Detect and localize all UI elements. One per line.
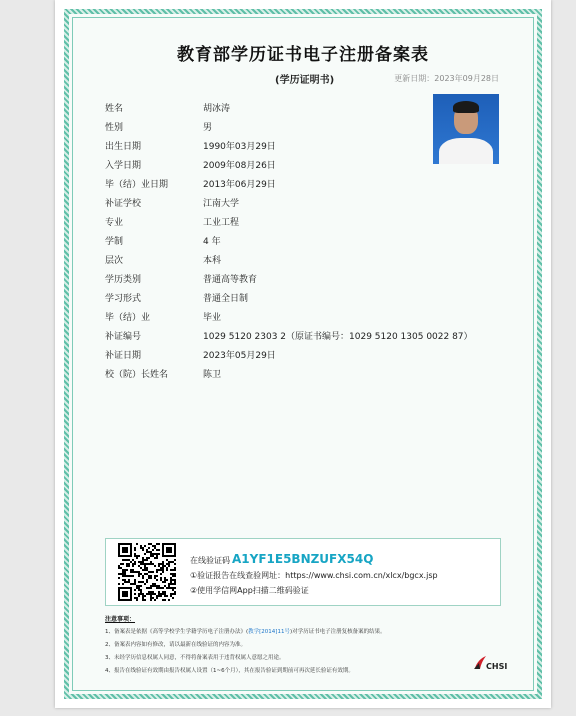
- field-label: 毕（结）业日期: [105, 180, 169, 190]
- photo-hair: [453, 101, 479, 113]
- document-subtitle: (学历证明书): [275, 75, 335, 86]
- field-label: 层次: [105, 256, 124, 266]
- verification-url-text[interactable]: ①验证报告在线查验网址：https://www.chsi.com.cn/xlcx/bgcx.jsp: [190, 571, 438, 580]
- field-value: 陈卫: [203, 370, 222, 380]
- notes-section: [105, 614, 508, 679]
- field-value: 2013年06月29日: [203, 180, 276, 190]
- field-label: 学制: [105, 237, 124, 247]
- field-label: 姓名: [105, 104, 124, 114]
- note-text: 1、备案表是依据《高等学校学生学籍学历电子注册办法》(: [105, 629, 249, 635]
- field-label: 校（院）长姓名: [105, 370, 169, 380]
- field-value: 2009年08月26日: [203, 161, 276, 171]
- note-item: 4、报告在线验证有效期由报告权属人设置（1~6个月），其在报告验证到期前可再次延长验证有效期。: [105, 668, 354, 674]
- qr-code-icon[interactable]: [118, 543, 176, 601]
- field-value: 江南大学: [203, 199, 240, 209]
- field-value: 1990年03月29日: [203, 142, 276, 152]
- notes-title: 注意事项：: [105, 616, 136, 623]
- note-item: [105, 627, 505, 635]
- verification-box: [105, 538, 501, 606]
- verification-code-label: 在线验证码: [190, 556, 230, 565]
- note-item: 3、未经学历信息权属人同意，不得将备案表用于违背权属人意愿之用途。: [105, 655, 285, 661]
- field-label: 性别: [105, 123, 124, 133]
- logo-text: CHSI: [486, 662, 508, 671]
- field-label: 补证编号: [105, 332, 142, 342]
- field-value: 1029 5120 2303 2（原证书编号：1029 5120 1305 0022 87）: [203, 332, 473, 342]
- chsi-logo: [473, 652, 513, 674]
- verification-code: A1YF1E5BNZUFX54Q: [232, 552, 374, 566]
- field-value: 本科: [203, 256, 222, 266]
- field-value: 毕业: [203, 313, 222, 323]
- field-label: 补证日期: [105, 351, 142, 361]
- verification-code-line: [190, 552, 373, 566]
- field-label: 补证学校: [105, 199, 142, 209]
- field-label: 出生日期: [105, 142, 142, 152]
- verification-app-text: ②使用学信网App扫描二维码验证: [190, 586, 309, 595]
- field-value: 胡冰涛: [203, 104, 231, 114]
- note-item: 2、备案表内容如有修改，请以最新在线验证的内容为准。: [105, 642, 247, 648]
- field-value: 男: [203, 123, 213, 133]
- field-label: 学历类别: [105, 275, 142, 285]
- field-label: 入学日期: [105, 161, 142, 171]
- field-label: 专业: [105, 218, 124, 228]
- field-value: 4 年: [203, 237, 221, 247]
- field-value: 普通高等教育: [203, 275, 258, 285]
- field-value: 普通全日制: [203, 294, 249, 304]
- chsi-bird-icon: [473, 654, 487, 670]
- document-page: [55, 0, 551, 708]
- photo-shirt: [439, 138, 493, 164]
- document-title: 教育部学历证书电子注册备案表: [177, 45, 429, 65]
- id-photo: [433, 94, 499, 164]
- field-label: 毕（结）业: [105, 313, 151, 323]
- regulation-link[interactable]: 教学[2014]11号: [248, 629, 290, 635]
- field-value: 2023年05月29日: [203, 351, 276, 361]
- field-label: 学习形式: [105, 294, 142, 304]
- note-text: )对学历证书电子注册复核备案的结果。: [289, 629, 386, 635]
- update-date: 更新日期：2023年09月28日: [394, 74, 499, 83]
- field-value: 工业工程: [203, 218, 240, 228]
